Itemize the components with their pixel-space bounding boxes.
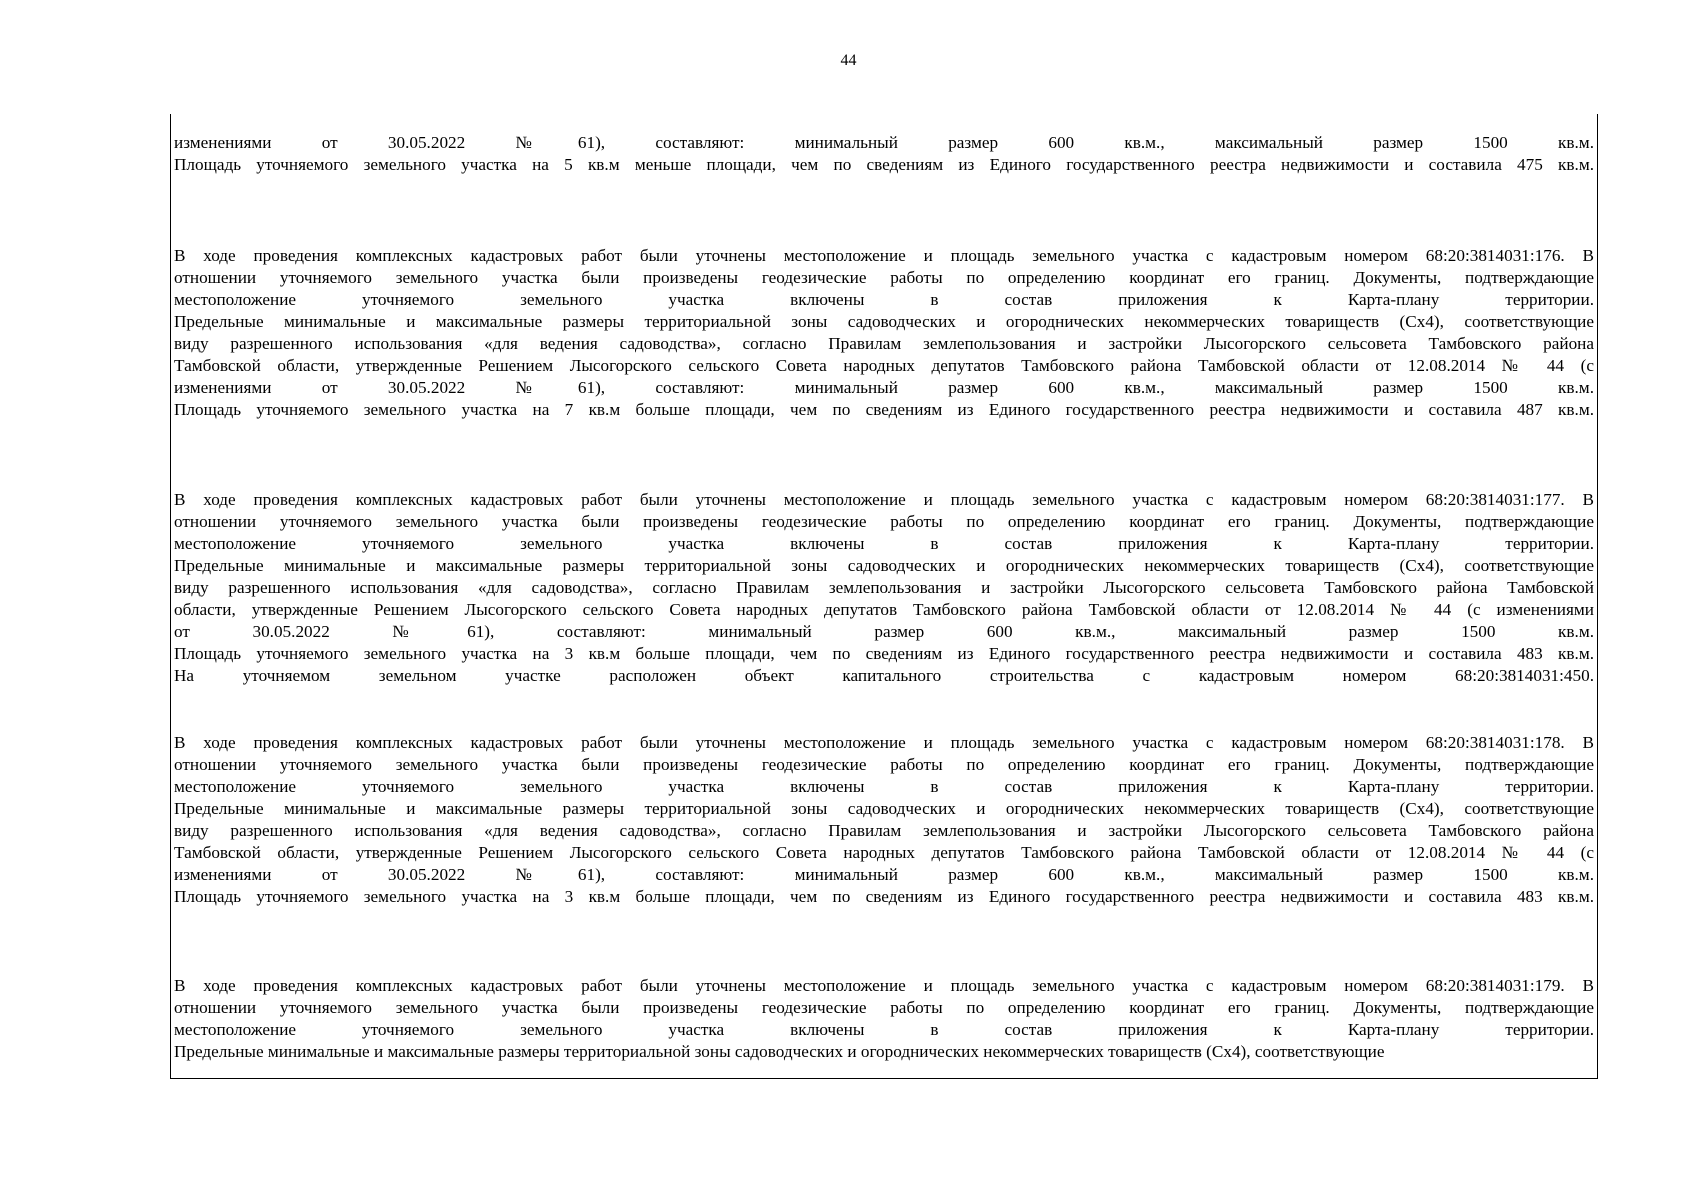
text-line: изменениями от 30.05.2022 №61), составляют: минимальный размер 600 кв.м., максимальный размер 1500 кв.м. (174, 865, 1594, 884)
text-line: изменениями от 30.05.2022 №61), составляют: минимальный размер 600 кв.м., максимальный размер 1500 кв.м. (174, 378, 1594, 397)
text-line: Площадь уточняемого земельного участка на 3 кв.м больше площади, чем по сведениям из Единого государственного реестра недвижимости и составила 483 кв.м. (174, 644, 1594, 663)
text-line: Тамбовской области, утвержденные Решением Лысогорского сельского Совета народных депутатов Тамбовского района Тамбовской области от 12.08.2014 № 44 (с (174, 843, 1594, 862)
text-line: В ходе проведения комплексных кадастровых работ были уточнены местоположение и площадь земельного участка с кадастровым номером 68:20:3814031:179. В (174, 976, 1594, 995)
text-line: изменениями от 30.05.2022 №61), составляют: минимальный размер 600 кв.м., максимальный размер 1500 кв.м. (174, 133, 1594, 152)
text-line: Площадь уточняемого земельного участка на 3 кв.м больше площади, чем по сведениям из Единого государственного реестра недвижимости и составила 483 кв.м. (174, 887, 1594, 906)
text-line: В ходе проведения комплексных кадастровых работ были уточнены местоположение и площадь земельного участка с кадастровым номером 68:20:3814031:178. В (174, 733, 1594, 752)
text-line: области, утвержденные Решением Лысогорского сельского Совета народных депутатов Тамбовского района Тамбовской области от 12.08.2014 № 44 (с изменениями (174, 600, 1594, 619)
text-line: В ходе проведения комплексных кадастровых работ были уточнены местоположение и площадь земельного участка с кадастровым номером 68:20:3814031:177. В (174, 490, 1594, 509)
paragraph-178 (174, 732, 1594, 908)
text-line: отношении уточняемого земельного участка были произведены геодезические работы по определению координат его границ. Документы, подтверждающие (174, 512, 1594, 531)
paragraph-177 (174, 489, 1594, 687)
text-line: Площадь уточняемого земельного участка на 5 кв.м меньше площади, чем по сведениям из Единого государственного реестра недвижимости и составила 475 кв.м. (174, 155, 1594, 174)
text-line: В ходе проведения комплексных кадастровых работ были уточнены местоположение и площадь земельного участка с кадастровым номером 68:20:3814031:176. В (174, 246, 1594, 265)
text-line: На уточняемом земельном участке расположен объект капитального строительства с кадастровым номером 68:20:3814031:450. (174, 666, 1594, 685)
text-line: от 30.05.2022 №61), составляют: минимальный размер 600 кв.м., максимальный размер 1500 кв.м. (174, 622, 1594, 641)
text-line: Предельные минимальные и максимальные размеры территориальной зоны садоводческих и огороднических некоммерческих товариществ (Сх4), соответствующие (174, 799, 1594, 818)
text-line: виду разрешенного использования «для ведения садоводства», согласно Правилам землепользования и застройки Лысогорского сельсовета Тамбовского района (174, 821, 1594, 840)
text-line: отношении уточняемого земельного участка были произведены геодезические работы по определению координат его границ. Документы, подтверждающие (174, 998, 1594, 1017)
text-line: Площадь уточняемого земельного участка на 7 кв.м больше площади, чем по сведениям из Единого государственного реестра недвижимости и составила 487 кв.м. (174, 400, 1594, 419)
text-line: отношении уточняемого земельного участка были произведены геодезические работы по определению координат его границ. Документы, подтверждающие (174, 268, 1594, 287)
paragraph-176 (174, 245, 1594, 421)
text-line: Тамбовской области, утвержденные Решением Лысогорского сельского Совета народных депутатов Тамбовского района Тамбовской области от 12.08.2014 № 44 (с (174, 356, 1594, 375)
text-line: местоположение уточняемого земельного участка включены в состав приложения к Карта-плану территории. (174, 534, 1594, 553)
page-number: 44 (840, 52, 857, 69)
text-line: отношении уточняемого земельного участка были произведены геодезические работы по определению координат его границ. Документы, подтверждающие (174, 755, 1594, 774)
text-line: виду разрешенного использования «для ведения садоводства», согласно Правилам землепользования и застройки Лысогорского сельсовета Тамбовского района (174, 334, 1594, 353)
content-frame (170, 114, 1598, 1079)
text-line: местоположение уточняемого земельного участка включены в состав приложения к Карта-плану территории. (174, 1020, 1594, 1039)
text-line: виду разрешенного использования «для садоводства», согласно Правилам землепользования и застройки Лысогорского сельсовета Тамбовского района Тамбовской (174, 578, 1594, 597)
text-line: Предельные минимальные и максимальные размеры территориальной зоны садоводческих и огороднических некоммерческих товариществ (Сх4), соответствующие (174, 312, 1594, 331)
paragraph-179 (174, 975, 1594, 1063)
text-line: местоположение уточняемого земельного участка включены в состав приложения к Карта-плану территории. (174, 777, 1594, 796)
text-line: местоположение уточняемого земельного участка включены в состав приложения к Карта-плану территории. (174, 290, 1594, 309)
paragraph-1 (174, 132, 1594, 176)
text-line: Предельные минимальные и максимальные размеры территориальной зоны садоводческих и огороднических некоммерческих товариществ (Сх4), соответствующие (174, 1042, 1385, 1061)
text-line: Предельные минимальные и максимальные размеры территориальной зоны садоводческих и огороднических некоммерческих товариществ (Сх4), соответствующие (174, 556, 1594, 575)
